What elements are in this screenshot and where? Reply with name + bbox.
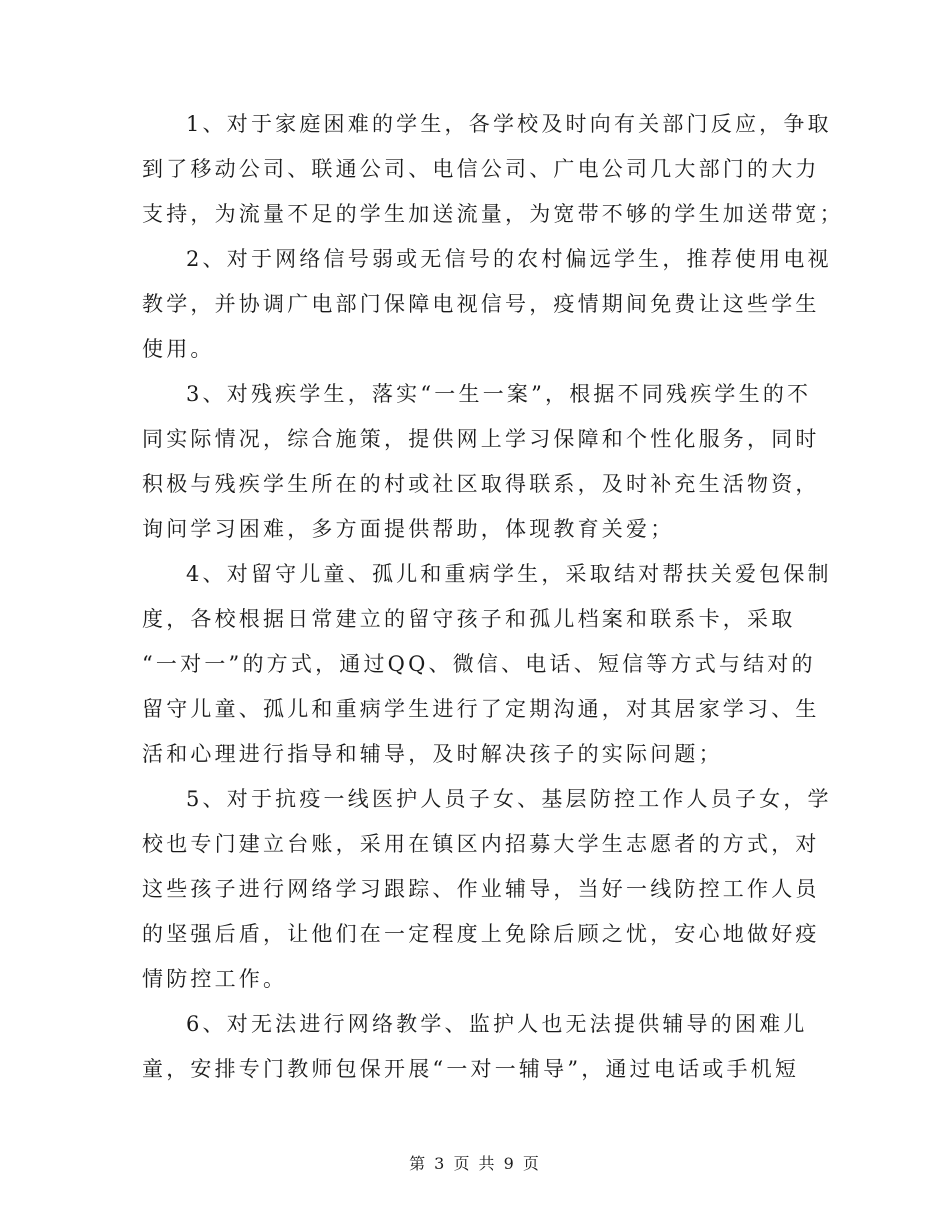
text-line: 到了移动公司、联通公司、电信公司、广电公司几大部门的大力 [142, 157, 820, 181]
text-line: 积极与残疾学生所在的村或社区取得联系，及时补充生活物资， [142, 472, 820, 496]
text-line: 3、对残疾学生，落实“一生一案”，根据不同残疾学生的不 [186, 382, 812, 406]
text-line: 活和心理进行指导和辅导，及时解决孩子的实际问题； [142, 742, 723, 766]
text-line: 使用。 [142, 337, 215, 361]
text-line: 1、对于家庭困难的学生，各学校及时向有关部门反应，争取 [186, 112, 832, 136]
text-line: 教学，并协调广电部门保障电视信号，疫情期间免费让这些学生 [142, 292, 820, 316]
text-line: 5、对于抗疫一线医护人员子女、基层防控工作人员子女，学 [186, 787, 832, 811]
text-line: 6、对无法进行网络教学、监护人也无法提供辅导的困难儿 [186, 1012, 808, 1036]
page-number-footer: 第 3 页 共 9 页 [409, 1154, 541, 1173]
text-line: 这些孩子进行网络学习跟踪、作业辅导，当好一线防控工作人员 [142, 877, 820, 901]
text-line: 的坚强后盾，让他们在一定程度上免除后顾之忧，安心地做好疫 [142, 922, 820, 946]
text-line: 4、对留守儿童、孤儿和重病学生，采取结对帮扶关爱包保制 [186, 562, 832, 586]
text-line: 留守儿童、孤儿和重病学生进行了定期沟通，对其居家学习、生 [142, 697, 820, 721]
text-line: 情防控工作。 [142, 967, 288, 991]
text-line: 度，各校根据日常建立的留守孩子和孤儿档案和联系卡，采取 [142, 607, 796, 631]
text-line: 询问学习困难，多方面提供帮助，体现教育关爱； [142, 517, 675, 541]
text-line: 支持，为流量不足的学生加送流量，为宽带不够的学生加送带宽； [142, 202, 844, 226]
text-line: 童，安排专门教师包保开展“一对一辅导”，通过电话或手机短 [142, 1057, 800, 1081]
text-line: 同实际情况，综合施策，提供网上学习保障和个性化服务，同时 [142, 427, 820, 451]
text-line: “一对一”的方式，通过QQ、微信、电话、短信等方式与结对的 [142, 652, 816, 676]
text-line: 2、对于网络信号弱或无信号的农村偏远学生，推荐使用电视 [186, 247, 832, 271]
text-line: 校也专门建立台账，采用在镇区内招募大学生志愿者的方式，对 [142, 832, 820, 856]
